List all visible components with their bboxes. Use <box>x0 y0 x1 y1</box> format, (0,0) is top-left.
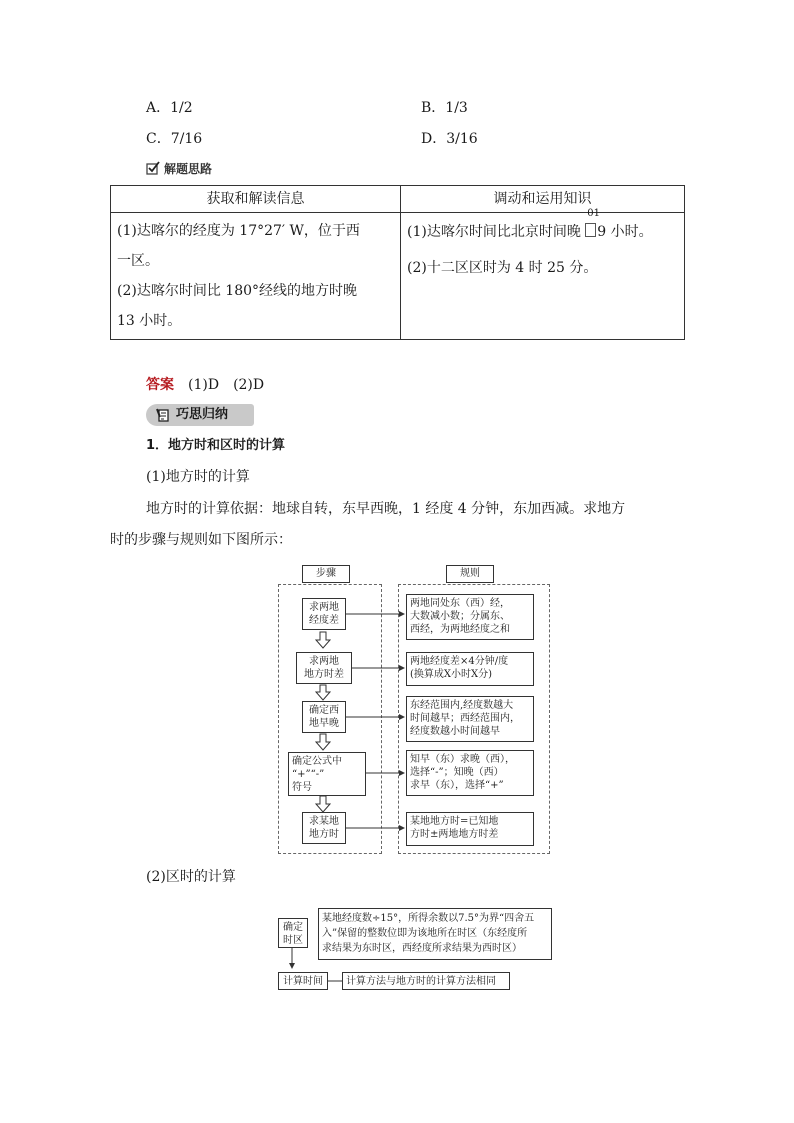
col1-line-3: (2)达喀尔时间比 180°经线的地方时晚 <box>117 283 358 299</box>
section1-title: 1．地方时和区时的计算 <box>146 438 286 453</box>
option-b: B．1/3 <box>421 100 468 116</box>
rule-2-line-1: 两地经度差×4分钟/度 <box>410 656 509 667</box>
sub1-title: (1)地方时的计算 <box>146 469 250 485</box>
rule-1-line-1: 两地同处东（西）经， <box>410 598 510 609</box>
step-5-line-2: 地方时 <box>309 829 339 840</box>
rule-1-line-3: 西经，为两地经度之和 <box>410 624 510 635</box>
rule-2-line-2: (换算成X小时X分) <box>410 669 493 680</box>
col2-line-1-post: 9 小时。 <box>597 224 653 240</box>
step-2-line-1: 求两地 <box>309 656 339 667</box>
summary-badge-text: 巧思归纳 <box>176 407 229 422</box>
step-5-line-1: 求某地 <box>309 816 339 827</box>
answer-part-1: (1)D <box>188 377 220 393</box>
step-3-line-2: 地早晚 <box>309 718 339 729</box>
zone-rule-line-2: 入”保留的整数位即为该地所在时区（东经度所 <box>322 928 528 939</box>
local-time-flowchart <box>276 562 554 858</box>
solution-heading-text: 解题思路 <box>164 162 213 176</box>
option-a: A．1/2 <box>146 100 193 116</box>
rule-2-box <box>406 652 534 686</box>
step-1-line-1: 求两地 <box>309 602 339 613</box>
rule-1-box <box>406 594 534 640</box>
rule-3-line-3: 经度数越小时间越早 <box>410 726 500 737</box>
step-4-line-2: “+”“-” <box>292 769 325 780</box>
step-2-box <box>296 652 352 684</box>
rule-3-box <box>406 696 534 742</box>
blank-number: 01 <box>587 208 601 219</box>
rule-1-line-2: 大数减小数；分属东、 <box>410 611 510 622</box>
option-d: D．3/16 <box>421 131 478 147</box>
rule-4-line-2: 选择“-”；知晚（西） <box>410 767 504 778</box>
zone-rule-box <box>318 908 552 960</box>
zone-rule-line-3: 求结果为东时区，西经度所求结果为西时区） <box>322 943 522 954</box>
step-5-box <box>302 812 346 844</box>
zone-time-diagram <box>276 904 556 994</box>
summary-badge <box>146 404 254 426</box>
rule-3-line-2: 时间越早；西经范围内， <box>410 713 520 724</box>
col2-line-1 <box>407 208 678 242</box>
col1-line-1: (1)达喀尔的经度为 17°27′ W，位于西 <box>117 223 360 239</box>
steps-header: 步骤 <box>302 565 350 583</box>
col2-header: 调动和运用知识 <box>401 186 685 213</box>
rule-4-line-3: 求早（东），选择“+” <box>410 780 504 791</box>
answer-line <box>146 374 264 394</box>
step-4-line-3: 符号 <box>292 782 312 793</box>
rule-5-line-1: 某地地方时=已知地 <box>410 816 499 827</box>
rule-5-box <box>406 812 534 846</box>
col2-cell <box>401 208 685 340</box>
rules-header: 规则 <box>446 565 494 583</box>
paragraph-line-2: 时的步骤与规则如下图所示： <box>110 532 292 548</box>
col2-line-2: (2)十二区区时为 4 时 25 分。 <box>407 260 598 276</box>
zone-rule-line-1: 某地经度数÷15°，所得余数以7.5°为界“四舍五 <box>322 913 535 924</box>
blank-box <box>585 223 596 237</box>
calc-rule-box: 计算方法与地方时的计算方法相同 <box>342 972 510 990</box>
sub2-title: (2)区时的计算 <box>146 869 236 885</box>
answer-label: 答案 <box>146 377 174 393</box>
determine-zone-box <box>278 918 308 948</box>
rule-3-line-1: 东经范围内,经度数越大 <box>410 700 514 711</box>
paragraph-line-1: 地方时的计算依据：地球自转，东早西晚，1 经度 4 分钟，东加西减。求地方 <box>146 501 626 517</box>
col2-line-1-pre: (1)达喀尔时间比北京时间晚 <box>407 224 586 240</box>
step-3-box <box>302 701 346 733</box>
answer-part-2: (2)D <box>233 377 265 393</box>
step-2-line-2: 地方时差 <box>304 669 344 680</box>
step-3-line-1: 确定西 <box>309 705 339 716</box>
rule-4-line-1: 知早（东）求晚（西）， <box>410 754 515 765</box>
col1-header: 获取和解读信息 <box>111 186 401 213</box>
col1-cell <box>111 213 401 340</box>
step-1-line-2: 经度差 <box>309 615 339 626</box>
determine-zone-line-1: 确定 <box>283 922 303 933</box>
info-table <box>110 185 685 340</box>
determine-zone-line-2: 时区 <box>283 935 303 946</box>
option-c: C．7/16 <box>146 131 203 147</box>
calc-time-box: 计算时间 <box>278 972 328 990</box>
col1-line-4: 13 小时。 <box>117 313 182 329</box>
answer-blank-mark <box>585 208 601 242</box>
step-1-box <box>302 598 346 630</box>
rule-5-line-2: 方时±两地地方时差 <box>410 829 499 840</box>
col1-line-2: 一区。 <box>117 253 159 269</box>
step-4-box <box>288 752 366 796</box>
step-4-line-1: 确定公式中 <box>292 756 342 767</box>
notebook-pen-icon <box>156 407 172 423</box>
checkbox-icon <box>146 161 160 175</box>
rule-4-box <box>406 750 534 796</box>
